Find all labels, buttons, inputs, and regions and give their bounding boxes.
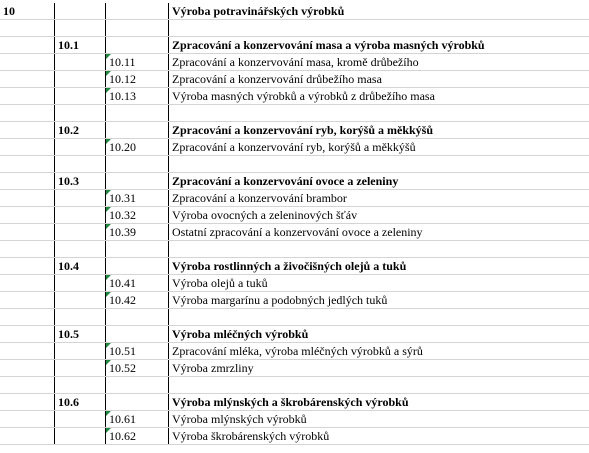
group-code-cell[interactable] — [55, 20, 106, 37]
division-code-cell[interactable] — [0, 360, 55, 377]
empty-row — [0, 241, 589, 258]
class-row — [0, 275, 589, 292]
description-cell[interactable]: Výroba mléčných výrobků — [169, 326, 589, 343]
class-code-cell[interactable] — [106, 258, 169, 275]
division-code-cell[interactable] — [0, 37, 55, 54]
group-row — [0, 326, 589, 343]
group-row — [0, 258, 589, 275]
group-code-cell[interactable]: 10.3 — [55, 173, 106, 190]
group-code-cell[interactable] — [55, 156, 106, 173]
class-code-cell[interactable] — [106, 105, 169, 122]
empty-row — [0, 377, 589, 394]
group-code-cell[interactable] — [55, 360, 106, 377]
division-code-cell[interactable] — [0, 190, 55, 207]
group-code-cell[interactable] — [55, 377, 106, 394]
group-code-cell[interactable] — [55, 292, 106, 309]
group-row — [0, 394, 589, 411]
group-code-cell[interactable] — [55, 105, 106, 122]
division-code-cell[interactable] — [0, 428, 55, 445]
group-code-cell[interactable] — [55, 190, 106, 207]
division-code-cell[interactable] — [0, 411, 55, 428]
class-row — [0, 343, 589, 360]
class-code-cell[interactable] — [106, 37, 169, 54]
class-code-cell[interactable] — [106, 309, 169, 326]
class-code-cell[interactable] — [106, 122, 169, 139]
group-code-cell[interactable] — [55, 139, 106, 156]
division-code-cell[interactable] — [0, 20, 55, 37]
description-cell[interactable] — [169, 309, 589, 326]
description-cell[interactable]: Ostatní zpracování a konzervování ovoce a zeleniny — [169, 224, 589, 241]
group-code-cell[interactable] — [55, 309, 106, 326]
class-code-cell[interactable]: 10.20 — [106, 139, 169, 156]
group-code-cell[interactable]: 10.1 — [55, 37, 106, 54]
division-code-cell[interactable] — [0, 394, 55, 411]
division-code-cell[interactable] — [0, 173, 55, 190]
group-code-cell[interactable] — [55, 275, 106, 292]
class-row — [0, 224, 589, 241]
class-code-cell[interactable]: 10.61 — [106, 411, 169, 428]
division-code-cell[interactable] — [0, 309, 55, 326]
description-cell[interactable]: Výroba rostlinných a živočišných olejů a tuků — [169, 258, 589, 275]
description-cell[interactable]: Výroba margarínu a podobných jedlých tuků — [169, 292, 589, 309]
class-code-cell[interactable] — [106, 156, 169, 173]
class-code-cell[interactable]: 10.31 — [106, 190, 169, 207]
group-code-cell[interactable] — [55, 207, 106, 224]
division-row — [0, 3, 589, 20]
class-row — [0, 292, 589, 309]
description-cell[interactable]: Výroba ovocných a zeleninových šťáv — [169, 207, 589, 224]
division-code-cell[interactable] — [0, 377, 55, 394]
class-code-cell[interactable] — [106, 20, 169, 37]
division-code-cell[interactable] — [0, 105, 55, 122]
description-cell[interactable]: Zpracování a konzervování brambor — [169, 190, 589, 207]
class-code-cell[interactable]: 10.52 — [106, 360, 169, 377]
division-code-cell[interactable] — [0, 343, 55, 360]
class-code-cell[interactable] — [106, 173, 169, 190]
division-code-cell[interactable] — [0, 258, 55, 275]
nace-table — [0, 3, 589, 445]
description-cell[interactable]: Zpracování mléka, výroba mléčných výrobků a sýrů — [169, 343, 589, 360]
class-row — [0, 190, 589, 207]
group-code-cell[interactable] — [55, 241, 106, 258]
division-code-cell[interactable] — [0, 292, 55, 309]
division-code-cell[interactable] — [0, 156, 55, 173]
description-cell[interactable]: Výroba škrobárenských výrobků — [169, 428, 589, 445]
division-code-cell[interactable] — [0, 275, 55, 292]
class-row — [0, 71, 589, 88]
class-code-cell[interactable]: 10.13 — [106, 88, 169, 105]
description-cell[interactable]: Výroba mlýnských a škrobárenských výrobků — [169, 394, 589, 411]
description-cell[interactable]: Zpracování a konzervování drůbežího masa — [169, 71, 589, 88]
class-code-cell[interactable]: 10.32 — [106, 207, 169, 224]
class-row — [0, 139, 589, 156]
table-body — [0, 3, 589, 445]
group-code-cell[interactable] — [55, 54, 106, 71]
class-code-cell[interactable]: 10.41 — [106, 275, 169, 292]
empty-row — [0, 309, 589, 326]
description-cell[interactable]: Zpracování a konzervování ryb, korýšů a měkkýšů — [169, 139, 589, 156]
class-row — [0, 411, 589, 428]
class-code-cell[interactable] — [106, 394, 169, 411]
empty-row — [0, 20, 589, 37]
description-cell[interactable]: Výroba mlýnských výrobků — [169, 411, 589, 428]
class-code-cell[interactable] — [106, 377, 169, 394]
division-code-cell[interactable] — [0, 139, 55, 156]
division-code-cell[interactable] — [0, 224, 55, 241]
group-code-cell[interactable] — [55, 224, 106, 241]
class-row — [0, 88, 589, 105]
class-code-cell[interactable]: 10.39 — [106, 224, 169, 241]
division-code-cell[interactable] — [0, 54, 55, 71]
group-code-cell[interactable]: 10.6 — [55, 394, 106, 411]
description-cell[interactable]: Zpracování a konzervování masa, kromě drůbežího — [169, 54, 589, 71]
division-code-cell[interactable]: 10 — [0, 3, 55, 20]
description-cell[interactable]: Výroba olejů a tuků — [169, 275, 589, 292]
description-cell[interactable] — [169, 241, 589, 258]
division-code-cell[interactable] — [0, 71, 55, 88]
division-code-cell[interactable] — [0, 241, 55, 258]
division-code-cell[interactable] — [0, 326, 55, 343]
group-code-cell[interactable]: 10.5 — [55, 326, 106, 343]
group-code-cell[interactable] — [55, 88, 106, 105]
class-code-cell[interactable]: 10.62 — [106, 428, 169, 445]
division-code-cell[interactable] — [0, 88, 55, 105]
description-cell[interactable] — [169, 156, 589, 173]
class-row — [0, 428, 589, 445]
description-cell[interactable]: Zpracování a konzervování masa a výroba masných výrobků — [169, 37, 589, 54]
class-code-cell[interactable] — [106, 241, 169, 258]
description-cell[interactable]: Výroba potravinářských výrobků — [169, 3, 589, 20]
description-cell[interactable] — [169, 105, 589, 122]
class-code-cell[interactable] — [106, 3, 169, 20]
description-cell[interactable] — [169, 20, 589, 37]
group-code-cell[interactable]: 10.4 — [55, 258, 106, 275]
class-code-cell[interactable]: 10.11 — [106, 54, 169, 71]
group-code-cell[interactable] — [55, 411, 106, 428]
group-row — [0, 37, 589, 54]
description-cell[interactable] — [169, 377, 589, 394]
class-row — [0, 207, 589, 224]
group-code-cell[interactable] — [55, 71, 106, 88]
group-code-cell[interactable] — [55, 428, 106, 445]
class-code-cell[interactable]: 10.12 — [106, 71, 169, 88]
group-code-cell[interactable]: 10.2 — [55, 122, 106, 139]
class-code-cell[interactable] — [106, 326, 169, 343]
class-row — [0, 360, 589, 377]
group-row — [0, 173, 589, 190]
division-code-cell[interactable] — [0, 207, 55, 224]
description-cell[interactable]: Výroba masných výrobků a výrobků z drůbežího masa — [169, 88, 589, 105]
description-cell[interactable]: Výroba zmrzliny — [169, 360, 589, 377]
group-code-cell[interactable] — [55, 343, 106, 360]
description-cell[interactable]: Zpracování a konzervování ovoce a zeleniny — [169, 173, 589, 190]
division-code-cell[interactable] — [0, 122, 55, 139]
group-code-cell[interactable] — [55, 3, 106, 20]
empty-row — [0, 105, 589, 122]
description-cell[interactable]: Zpracování a konzervování ryb, korýšů a měkkýšů — [169, 122, 589, 139]
group-row — [0, 122, 589, 139]
class-row — [0, 54, 589, 71]
class-code-cell[interactable]: 10.42 — [106, 292, 169, 309]
empty-row — [0, 156, 589, 173]
class-code-cell[interactable]: 10.51 — [106, 343, 169, 360]
